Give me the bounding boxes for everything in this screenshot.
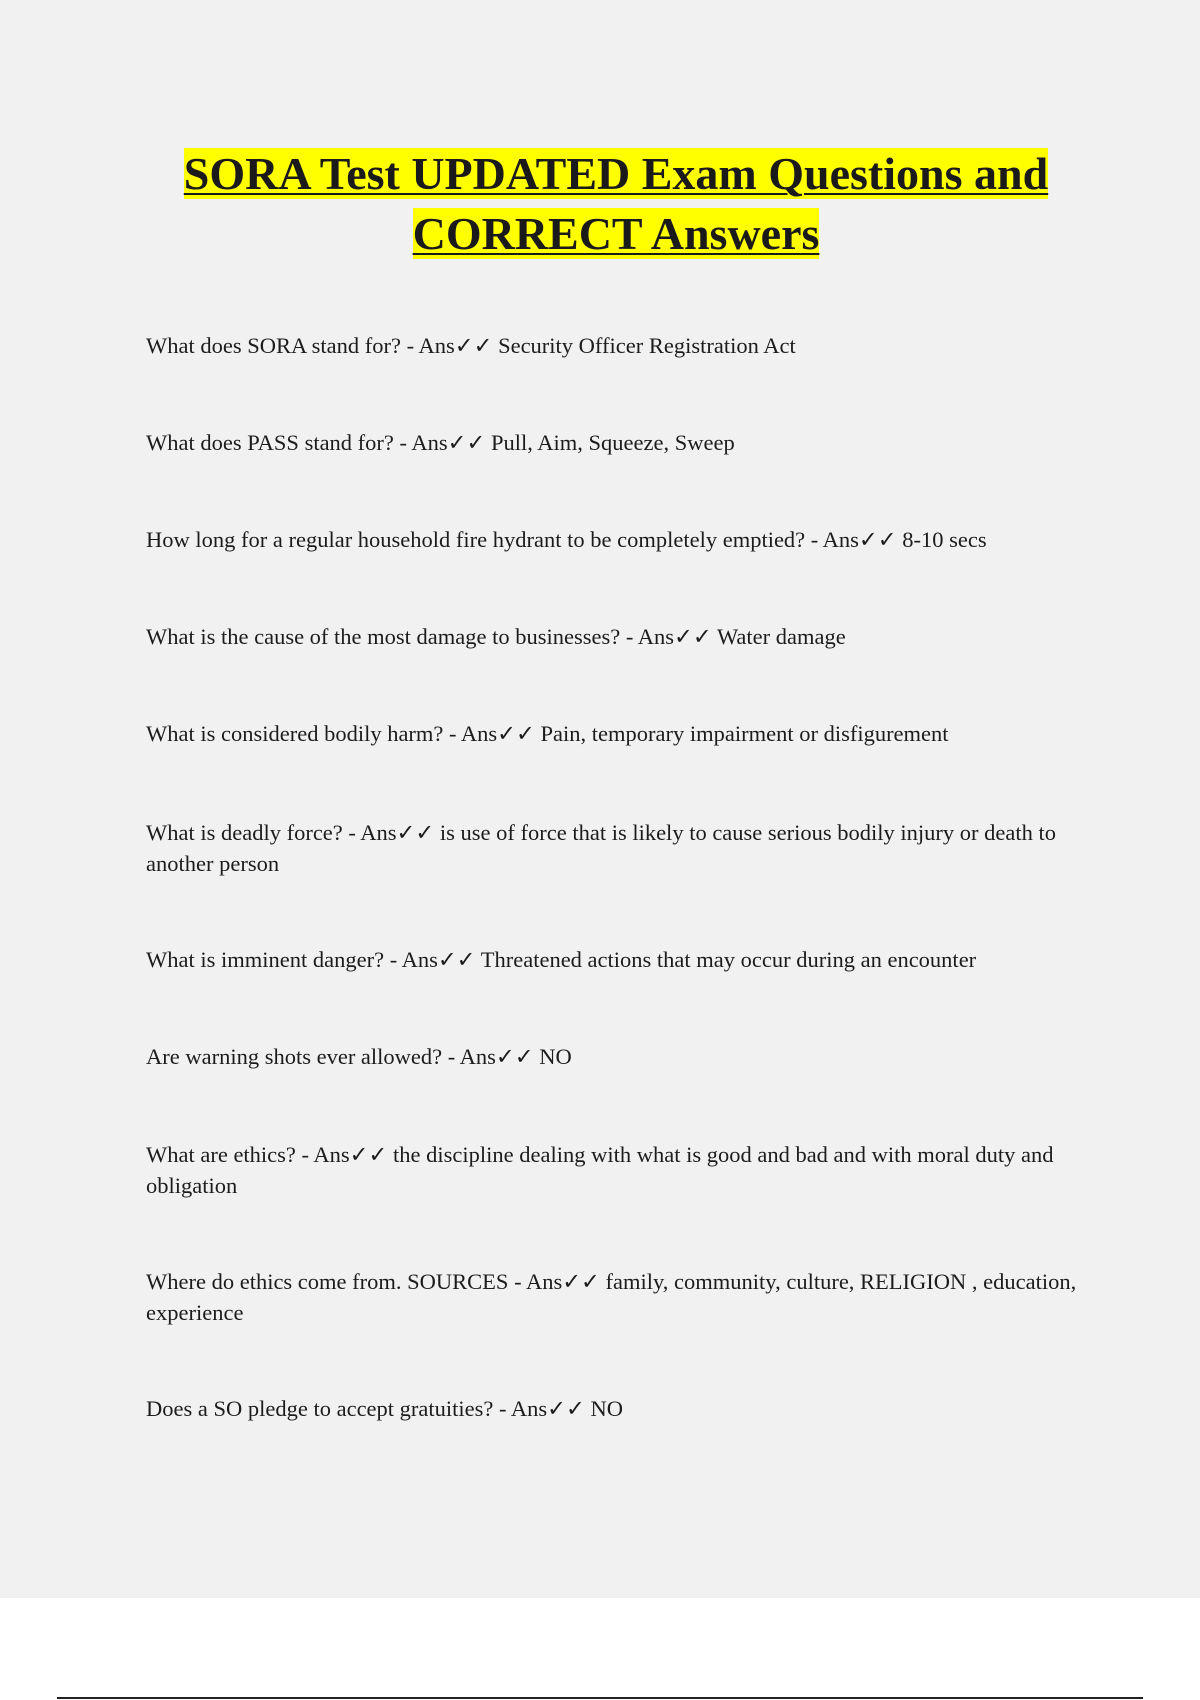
answer-text: Threatened actions that may occur during an encounter (480, 947, 977, 972)
answer-text: is use of force that is likely to cause serious bodily injury or death to another person (146, 820, 1056, 876)
answer-marker: - Ans✓✓ (400, 333, 499, 358)
qa-item (146, 1139, 1086, 1201)
answer-text: 8-10 secs (902, 527, 987, 552)
document-title (120, 144, 1112, 264)
answer-text: family, community, culture, RELIGION , education, experience (146, 1269, 1077, 1325)
question-text: What does SORA stand for? (146, 333, 401, 358)
answer-marker: - Ans✓✓ (384, 947, 481, 972)
document-title-text: SORA Test UPDATED Exam Questions and CORRECT Answers (183, 148, 1049, 259)
answer-marker: - Ans✓✓ (493, 1396, 591, 1421)
answer-marker: - Ans✓✓ (620, 624, 717, 649)
question-text: What are ethics? (146, 1142, 296, 1167)
question-text: What is the cause of the most damage to businesses? (146, 624, 621, 649)
qa-item (146, 427, 1086, 458)
question-text: Where do ethics come from. SOURCES (146, 1269, 509, 1294)
answer-marker: - Ans✓✓ (442, 1044, 540, 1069)
question-text: What is deadly force? (146, 820, 343, 845)
question-text: What is imminent danger? (146, 947, 385, 972)
question-text: What does PASS stand for? (146, 430, 394, 455)
answer-text: NO (590, 1396, 623, 1421)
question-text: What is considered bodily harm? (146, 721, 444, 746)
answer-marker: - Ans✓✓ (805, 527, 903, 552)
question-text: Are warning shots ever allowed? (146, 1044, 443, 1069)
answer-marker: - Ans✓✓ (393, 430, 492, 455)
qa-item (146, 621, 1086, 652)
answer-marker: - Ans✓✓ (508, 1269, 606, 1294)
answer-text: the discipline dealing with what is good and bad and with moral duty and obligation (146, 1142, 1054, 1198)
qa-item (146, 330, 1086, 361)
qa-item (146, 524, 1086, 555)
qa-item (146, 1393, 1086, 1424)
answer-text: Security Officer Registration Act (498, 333, 796, 358)
qa-item (146, 817, 1086, 879)
qa-item (146, 1041, 1086, 1072)
answer-text: Pull, Aim, Squeeze, Sweep (491, 430, 735, 455)
answer-marker: - Ans✓✓ (443, 721, 541, 746)
bottom-divider (57, 1697, 1143, 1699)
qa-item (146, 1266, 1086, 1328)
answer-marker: - Ans✓✓ (342, 820, 440, 845)
qa-item (146, 944, 1086, 975)
answer-text: Pain, temporary impairment or disfigurement (540, 721, 949, 746)
answer-text: NO (539, 1044, 572, 1069)
question-text: Does a SO pledge to accept gratuities? (146, 1396, 494, 1421)
answer-marker: - Ans✓✓ (295, 1142, 394, 1167)
answer-text: Water damage (716, 624, 846, 649)
qa-item (146, 718, 1086, 749)
question-text: How long for a regular household fire hydrant to be completely emptied? (146, 527, 806, 552)
